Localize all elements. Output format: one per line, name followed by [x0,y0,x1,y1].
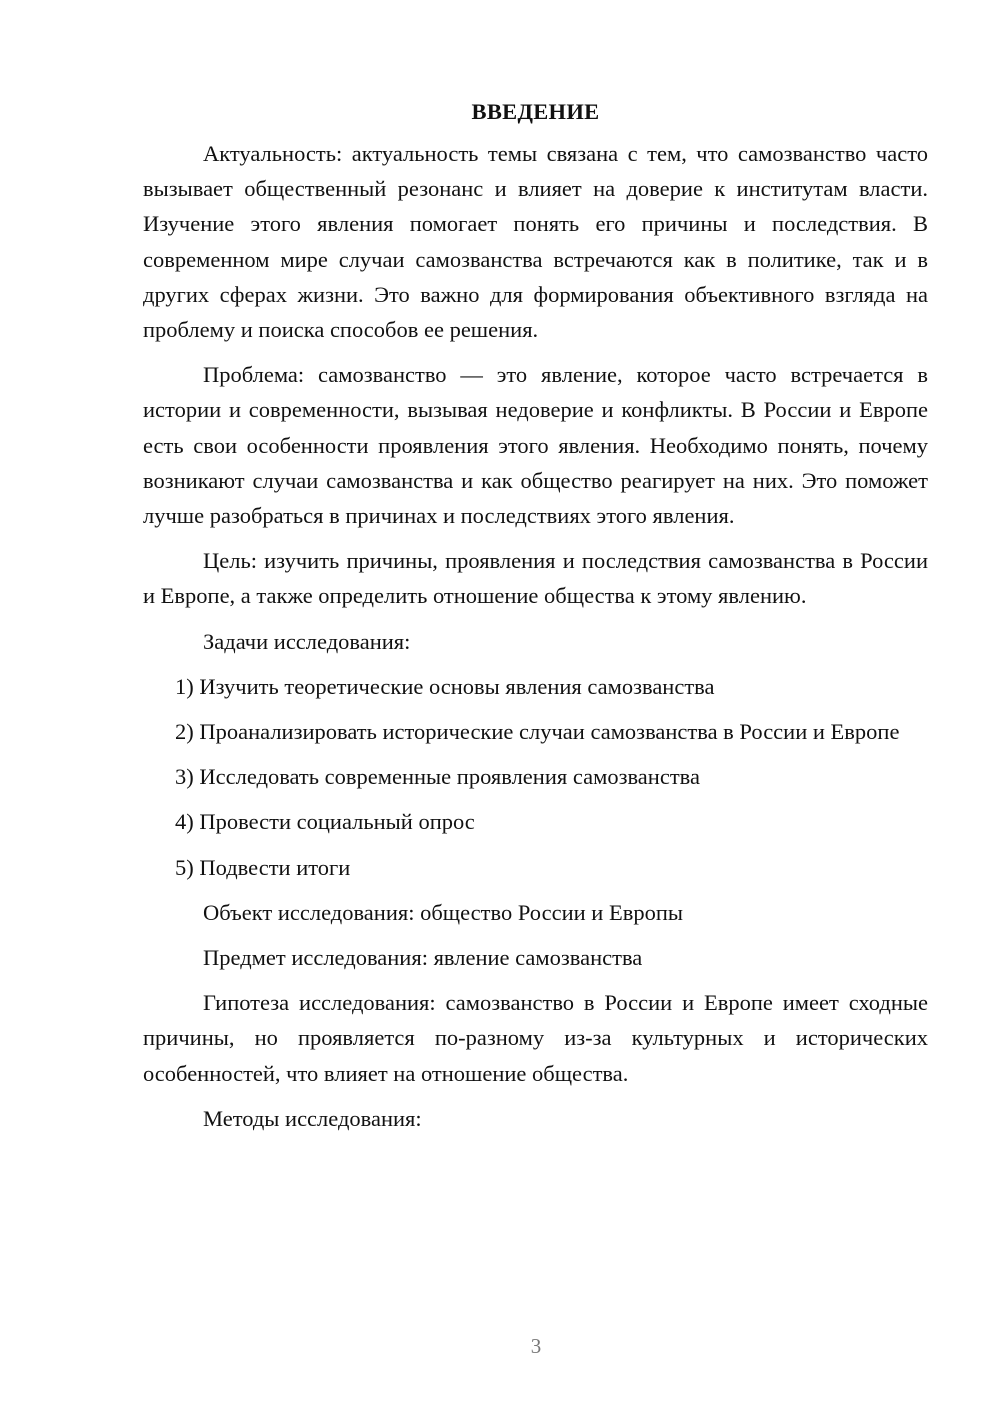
goal-paragraph: Цель: изучить причины, проявления и последствия самозванства в России и Европе, а также определить отношение общества к этому явлению. [143,548,928,609]
tasks-heading: Задачи исследования: [203,628,411,654]
methods-heading: Методы исследования: [203,1105,422,1131]
section-title: ВВЕДЕНИЕ [471,99,600,124]
list-item: 1) Изучить теоретические основы явления самозванства [175,673,715,699]
hypothesis-paragraph: Гипотеза исследования: самозванство в России и Европе имеет сходные причины, но проявляется по-разному из-за культурных и исторических особенностей, что влияет на отношение общества. [143,990,928,1086]
research-object: Объект исследования: общество России и Европы [203,899,683,925]
problem-paragraph: Проблема: самозванство — это явление, которое часто встречается в истории и современности, вызывая недоверие и конфликты. В России и Европе есть свои особенности проявления этого явления. Необходимо понять, почему возникают случаи самозванства и как общество реагирует на них. Это поможет лучше разобраться в причинах и последствиях этого явления. [143,362,928,529]
relevance-paragraph: Актуальность: актуальность темы связана с тем, что самозванство часто вызывает общественный резонанс и влияет на доверие к институтам власти. Изучение этого явления помогает понять его причины и последствия. В современном мире случаи самозванства встречаются как в политике, так и в других сферах жизни. Это важно для формирования объективного взгляда на проблему и поиска способов ее решения. [143,141,928,343]
tasks-list [143,669,928,885]
list-item: 5) Подвести итоги [175,854,351,880]
list-item: 2) Проанализировать исторические случаи самозванства в России и Европе [175,719,900,745]
list-item: 3) Исследовать современные проявления самозванства [175,764,700,790]
list-item: 4) Провести социальный опрос [175,809,475,835]
page-content [143,96,928,1146]
research-subject: Предмет исследования: явление самозванства [203,945,643,971]
page-number: 3 [530,1334,542,1358]
